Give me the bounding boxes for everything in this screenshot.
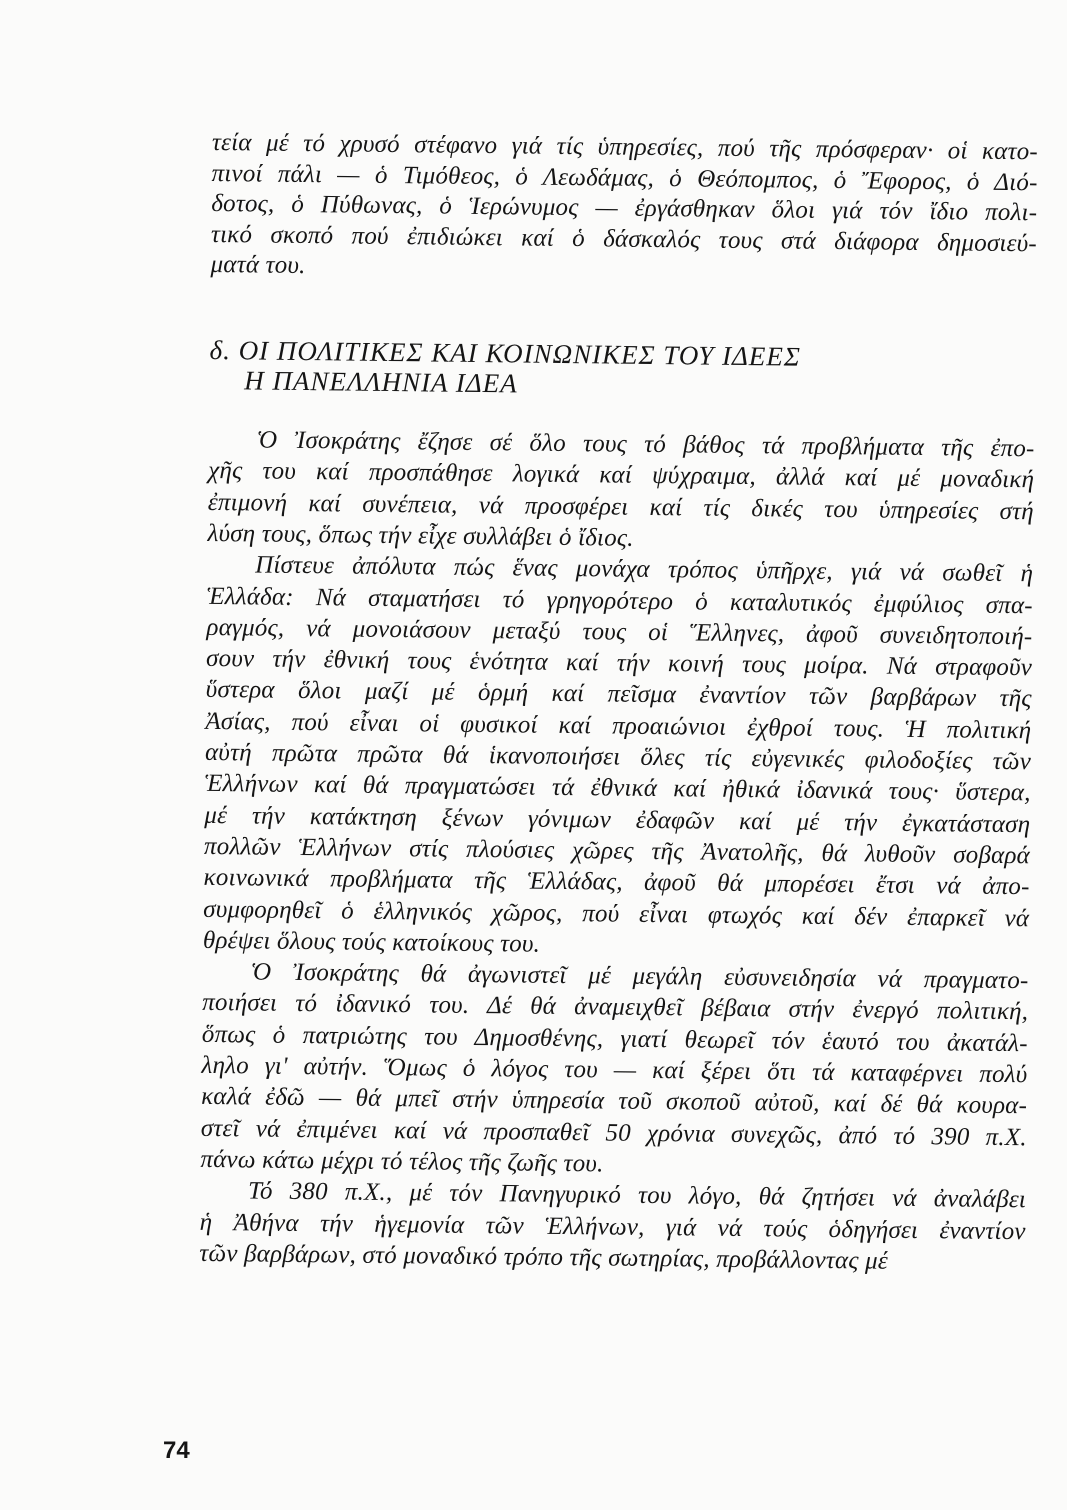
- page-number: 74: [163, 1437, 190, 1464]
- text-line: Ὁ Ἰσοκράτης θά ἀγωνιστεῖ μέ μεγάλη εὐσυνειδησία νά πραγματο-: [250, 958, 1029, 995]
- text-line: θρέψει ὅλους τούς κατοίκους του.: [202, 926, 541, 958]
- text-line: χῆς του καί προσπάθησε λογικά καί ψύχραιμα, ἀλλά καί μέ μοναδική: [208, 457, 1035, 494]
- text-line: ληλο γι' αὐτήν. Ὅμως ὁ λόγος του — καί ξέρει ὅτι τά καταφέρνει πολύ: [201, 1051, 1028, 1089]
- text-line: πολλῶν Ἑλλήνων στίς πλούσιες χῶρες τῆς Ἀνατολῆς, θά λυθοῦν σοβαρά: [203, 832, 1031, 870]
- text-line: Ἑλλήνων καί θά πραγματώσει τά ἐθνικά καί ἠθικά ἰδανικά τους· ὕστερα,: [204, 770, 1031, 807]
- text-line: τῶν βαρβάρων, στό μοναδικό τρόπο τῆς σωτηρίας, προβάλλοντας μέ: [199, 1239, 889, 1275]
- text-line: Ἑλλάδα: Νά σταματήσει τό γρηγορότερο ὁ καταλυτικός ἐμφύλιος σπα-: [206, 582, 1033, 619]
- text-line: στεῖ νά ἐπιμένει καί νά προσπαθεῖ 50 χρόνια συνεχῶς, ἀπό τό 390 π.Χ.: [200, 1114, 1027, 1151]
- text-line: κοινωνικά προβλήματα τῆς Ἑλλάδας, ἀφοῦ θά μπορέσει ἔτσι νά ἀπο-: [203, 864, 1030, 901]
- text-line: πινοί πάλι — ὁ Τιμόθεος, ὁ Λεωδάμας, ὁ Θεόπομπος, ὁ Ἔφορος, ὁ Διό-: [211, 159, 1038, 196]
- text-line: ἐπιμονή καί συνέπεια, νά προσφέρει καί τίς δικές του ὑπηρεσίες στή: [207, 488, 1034, 525]
- text-line: ὅπως ὁ πατριώτης του Δημοσθένης, γιατί θεωρεῖ τόν ἑαυτό του ἀκατάλ-: [201, 1020, 1028, 1057]
- text-line: τικό σκοπό πού ἐπιδιώκει καί ὁ δάσκαλός τους στά διάφορα δημοσιεύ-: [210, 220, 1038, 257]
- section-subheading: Η ΠΑΝΕΛΛΗΝΙΑ ΙΔΕΑ: [244, 365, 518, 399]
- text-line: λύση τους, ὅπως τήν εἶχε συλλάβει ὁ ἴδιος.: [207, 519, 634, 552]
- text-line: συμφορηθεῖ ὁ ἑλληνικός χῶρος, πού εἶναι φτωχός καί δέν ἐπαρκεῖ νά: [203, 895, 1030, 932]
- text-line: ἡ Ἀθήνα τήν ἡγεμονία τῶν Ἑλλήνων, γιά νά τούς ὁδηγήσει ἐναντίον: [199, 1208, 1026, 1245]
- text-line: ματά του.: [210, 250, 306, 280]
- text-line: τεία μέ τό χρυσό στέφανο γιά τίς ὑπηρεσίες, πού τῆς πρόσφεραν· οἱ κατο-: [211, 128, 1039, 166]
- section-heading: δ. ΟΙ ΠΟΛΙΤΙΚΕΣ ΚΑΙ ΚΟΙΝΩΝΙΚΕΣ ΤΟΥ ΙΔΕΕΣ: [209, 334, 802, 372]
- text-line: Ὁ Ἰσοκράτης ἔζησε σέ ὅλο τους τό βάθος τά προβλήματα τῆς ἐπο-: [256, 426, 1035, 463]
- text-line: Πίστευε ἀπόλυτα πώς ἕνας μονάχα τρόπος ὑπῆρχε, γιά νά σωθεῖ ἡ: [255, 551, 1034, 588]
- text-line: Ἀσίας, πού εἶναι οἱ φυσικοί καί προαιώνιοι ἐχθροί τους. Ἡ πολιτική: [205, 707, 1032, 744]
- text-line: ποιήσει τό ἰδανικό του. Δέ θά ἀναμειχθεῖ βέβαια στήν ἐνεργό πολιτική,: [202, 989, 1029, 1026]
- text-line: σουν τήν ἐθνική τους ἑνότητα καί τήν κοινή τους μοίρα. Νά στραφοῦν: [205, 645, 1033, 682]
- text-line: μέ τήν κατάκτηση ξένων γόνιμων ἐδαφῶν καί μέ τήν ἐγκατάσταση: [204, 801, 1031, 838]
- text-line: αὐτή πρῶτα πρῶτα θά ἱκανοποιήσει ὅλες τίς εὐγενικές φιλοδοξίες τῶν: [204, 738, 1032, 776]
- text-line: ραγμός, νά μονοιάσουν μεταξύ τους οἱ Ἕλληνες, ἀφοῦ συνειδητοποιή-: [206, 613, 1033, 651]
- text-line: ὕστερα ὅλοι μαζί μέ ὁρμή καί πεῖσμα ἐναντίον τῶν βαρβάρων τῆς: [205, 676, 1032, 713]
- text-line: Τό 380 π.Χ., μέ τόν Πανηγυρικό του λόγο, θά ζητήσει νά ἀναλάβει: [247, 1177, 1027, 1214]
- text-line: καλά ἐδῶ — θά μπεῖ στήν ὑπηρεσία τοῦ σκοποῦ αὐτοῦ, καί δέ θά κουρα-: [200, 1083, 1028, 1120]
- text-line: δοτος, ὁ Πύθωνας, ὁ Ἱερώνυμος — ἐργάσθηκαν ὅλοι γιά τόν ἴδιο πολι-: [211, 189, 1038, 227]
- text-line: πάνω κάτω μέχρι τό τέλος τῆς ζωῆς του.: [200, 1145, 604, 1178]
